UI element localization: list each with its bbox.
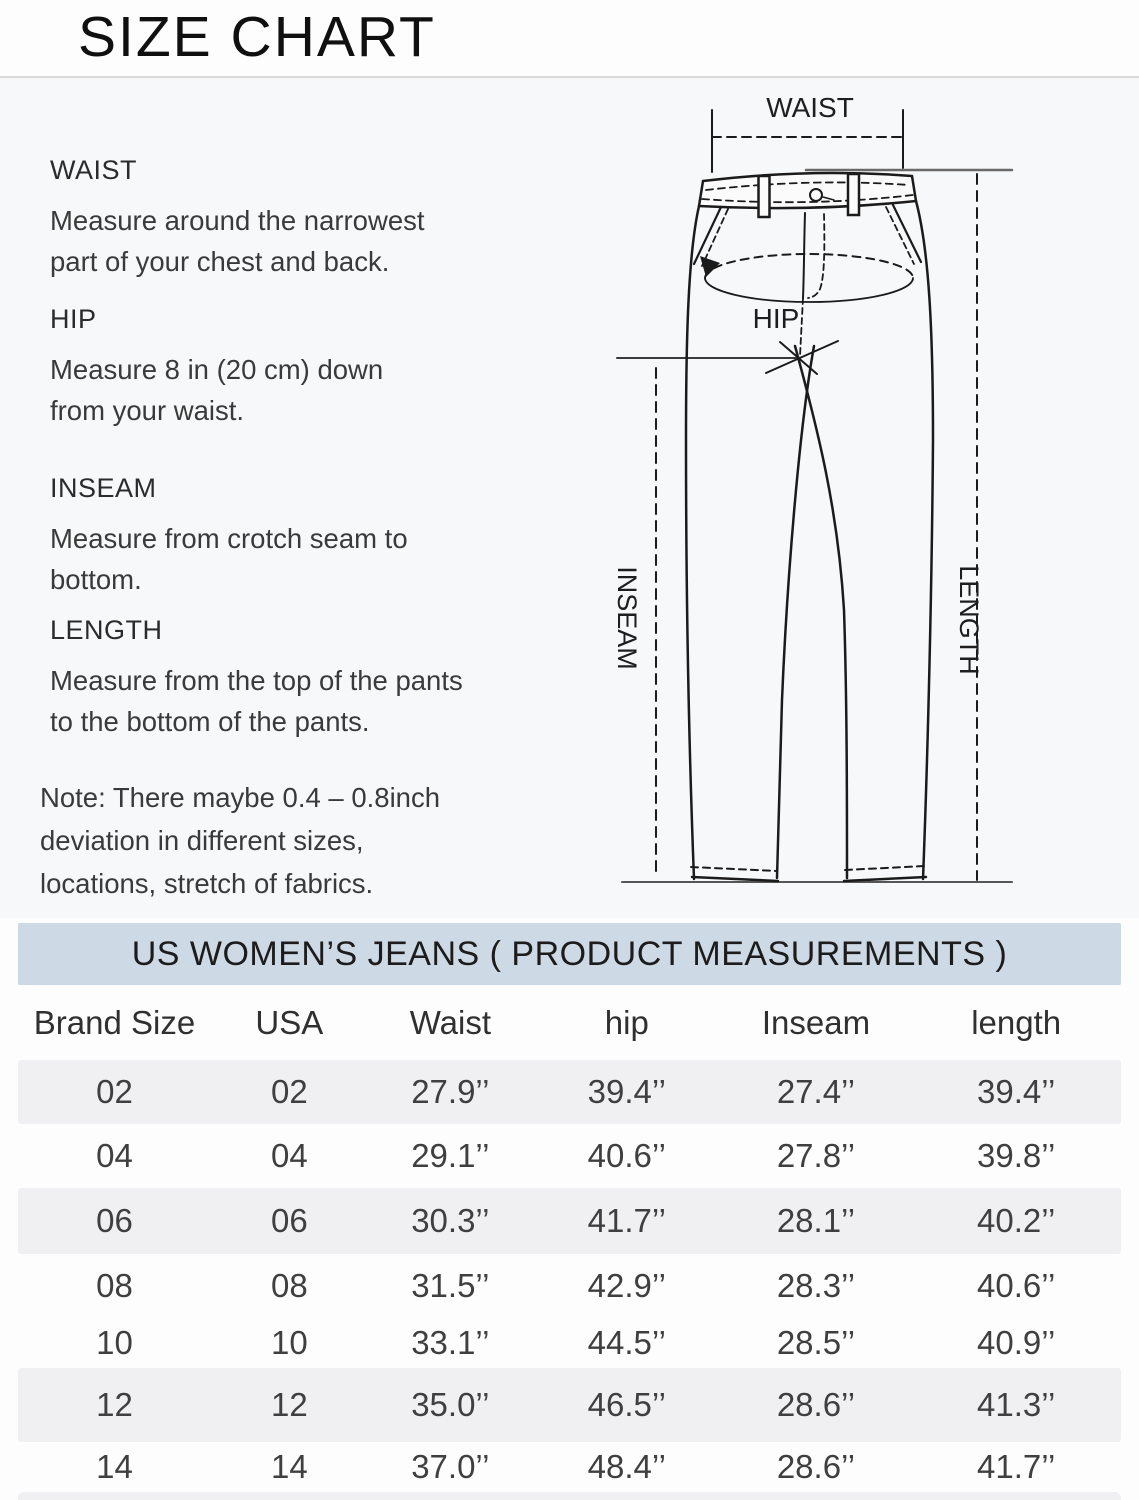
table-header-row xyxy=(18,985,1121,1060)
col-header-inseam: Inseam xyxy=(761,1003,871,1041)
col-header-usa: USA xyxy=(255,1003,324,1041)
page-title: SIZE CHART xyxy=(78,5,436,69)
diagram-length-label: LENGTH xyxy=(954,565,984,675)
cell-length: 41.3’’ xyxy=(977,1386,1056,1423)
cell-hip: 40.6’’ xyxy=(587,1137,666,1174)
cell-waist: 30.3’’ xyxy=(411,1202,490,1239)
table-row xyxy=(18,1254,1121,1318)
cell-waist: 37.0’’ xyxy=(411,1448,490,1485)
table-row xyxy=(18,1318,1121,1368)
pants-measurement-diagram xyxy=(560,78,1139,918)
cell-hip: 42.9’’ xyxy=(587,1267,666,1304)
diagram-inseam-label: INSEAM xyxy=(612,566,642,670)
cell-length: 40.6’’ xyxy=(977,1267,1056,1304)
deviation-note-line: locations, stretch of fabrics. xyxy=(40,868,374,899)
cell-inseam: 27.8’’ xyxy=(776,1137,856,1174)
table-row xyxy=(18,1188,1121,1254)
cell-usa: 10 xyxy=(270,1324,308,1361)
cell-inseam: 27.4’’ xyxy=(776,1073,856,1110)
definition-hip xyxy=(50,302,570,431)
cell-waist: 27.9’’ xyxy=(411,1073,490,1110)
definition-hip-line: from your waist. xyxy=(50,395,245,426)
cell-usa: 02 xyxy=(270,1073,308,1110)
col-header-length: length xyxy=(971,1003,1062,1041)
cell-brand-size: 02 xyxy=(96,1073,133,1110)
definition-length-term: LENGTH xyxy=(50,615,163,645)
cell-length: 39.8’’ xyxy=(977,1137,1056,1174)
cell-inseam: 28.6’’ xyxy=(776,1386,856,1423)
cell-usa: 06 xyxy=(270,1202,308,1239)
definition-hip-line: Measure 8 in (20 cm) down xyxy=(50,354,384,385)
definition-length-line: Measure from the top of the pants xyxy=(50,665,463,696)
cell-waist: 29.1’’ xyxy=(411,1137,490,1174)
cell-length: 40.9’’ xyxy=(977,1324,1056,1361)
diagram-hip-label: HIP xyxy=(752,303,800,334)
cell-brand-size: 06 xyxy=(96,1202,133,1239)
cell-inseam: 28.6’’ xyxy=(776,1448,856,1485)
deviation-note-line: deviation in different sizes, xyxy=(40,825,364,856)
cell-waist: 33.1’’ xyxy=(411,1324,490,1361)
table-title: US WOMEN’S JEANS ( PRODUCT MEASUREMENTS ) xyxy=(131,934,1008,973)
cell-brand-size: 10 xyxy=(96,1324,133,1361)
cell-brand-size: 12 xyxy=(96,1386,133,1423)
definition-inseam xyxy=(50,471,570,600)
definition-inseam-line: bottom. xyxy=(50,564,142,595)
cell-brand-size: 14 xyxy=(96,1448,133,1485)
cell-length: 39.4’’ xyxy=(977,1073,1056,1110)
table-row xyxy=(18,1442,1121,1492)
cell-length: 41.7’’ xyxy=(977,1448,1056,1485)
definition-inseam-term: INSEAM xyxy=(50,473,157,503)
col-header-hip: hip xyxy=(604,1003,649,1041)
diagram-waist-label: WAIST xyxy=(766,92,854,123)
definitions-list xyxy=(40,153,570,905)
table-row xyxy=(18,1368,1121,1442)
table-row-partial xyxy=(18,1492,1121,1500)
cell-usa: 08 xyxy=(270,1267,308,1304)
cell-usa: 12 xyxy=(270,1386,308,1423)
table-row xyxy=(18,1124,1121,1188)
cell-hip: 44.5’’ xyxy=(587,1324,666,1361)
cell-hip: 48.4’’ xyxy=(587,1448,666,1485)
definition-waist-term: WAIST xyxy=(50,155,137,185)
definition-waist xyxy=(50,153,570,282)
cell-waist: 31.5’’ xyxy=(411,1267,490,1304)
deviation-note-line: Note: There maybe 0.4 – 0.8inch xyxy=(40,782,441,813)
measure-guide-section xyxy=(0,78,1139,918)
deviation-note xyxy=(40,776,570,905)
definition-waist-line: part of your chest and back. xyxy=(50,246,390,277)
cell-inseam: 28.1’’ xyxy=(776,1202,856,1239)
col-header-waist: Waist xyxy=(409,1003,491,1041)
cell-length: 40.2’’ xyxy=(977,1202,1056,1239)
cell-usa: 04 xyxy=(270,1137,308,1174)
cell-hip: 41.7’’ xyxy=(587,1202,666,1239)
cell-usa: 14 xyxy=(270,1448,308,1485)
table-title-band xyxy=(18,923,1121,985)
col-header-brand-size: Brand Size xyxy=(33,1003,196,1041)
cell-inseam: 28.3’’ xyxy=(776,1267,856,1304)
definition-length-line: to the bottom of the pants. xyxy=(50,706,370,737)
cell-brand-size: 04 xyxy=(96,1137,133,1174)
cell-hip: 39.4’’ xyxy=(587,1073,666,1110)
table-row xyxy=(18,1060,1121,1124)
definition-hip-term: HIP xyxy=(50,304,97,334)
definition-inseam-line: Measure from crotch seam to xyxy=(50,523,408,554)
cell-waist: 35.0’’ xyxy=(411,1386,490,1423)
cell-brand-size: 08 xyxy=(96,1267,133,1304)
size-table-section xyxy=(0,918,1139,1500)
cell-inseam: 28.5’’ xyxy=(776,1324,856,1361)
title-band xyxy=(0,0,1139,78)
cell-hip: 46.5’’ xyxy=(587,1386,666,1423)
definition-waist-line: Measure around the narrowest xyxy=(50,205,425,236)
definition-length xyxy=(50,613,570,742)
